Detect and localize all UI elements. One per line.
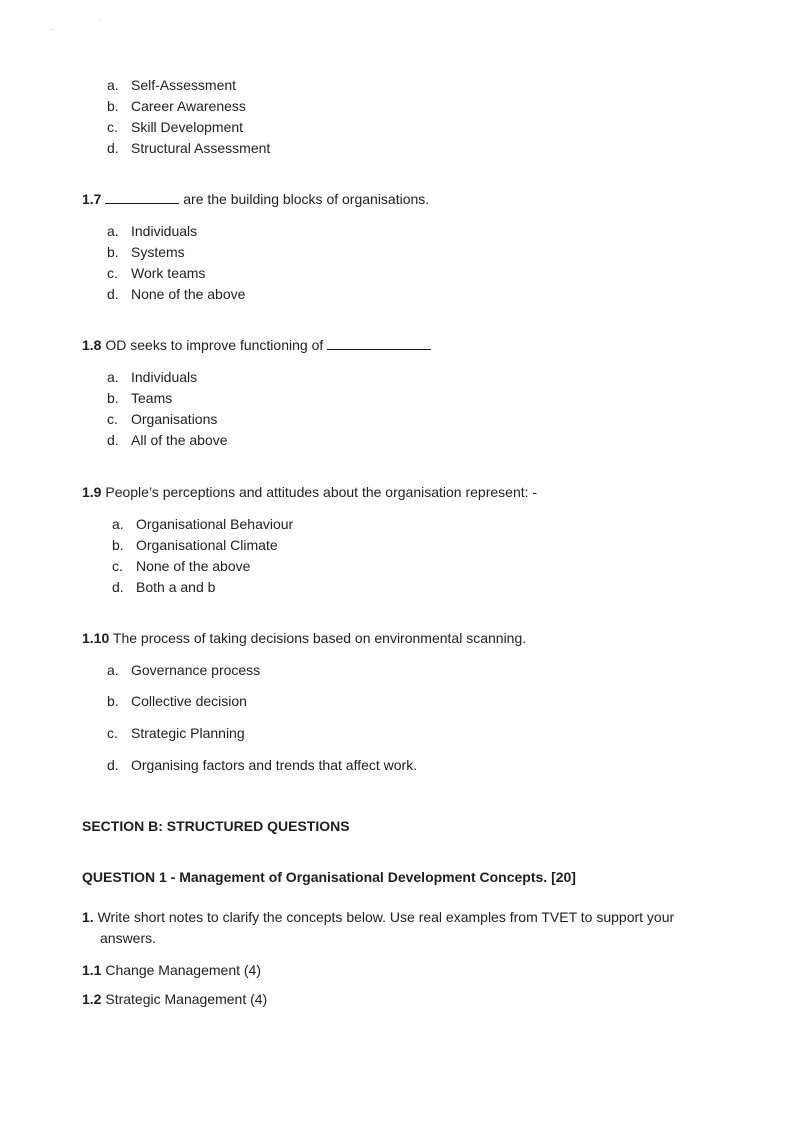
item-text-continued: answers. [100,930,157,946]
option-text: Strategic Planning [131,725,245,741]
option-text: Career Awareness [131,98,246,114]
option-text: Work teams [131,265,206,281]
option-item [107,432,228,449]
option-letter: b. [107,390,119,406]
option-text: Self-Assessment [131,77,237,93]
option-item [107,725,245,742]
item-text: Write short notes to clarify the concepts below. Use real examples from TVET to support your [97,909,675,925]
option-letter: d. [107,286,119,302]
option-item [107,77,236,94]
option-text: Teams [131,390,173,406]
option-letter: c. [112,558,123,574]
question-text: People’s perceptions and attitudes about the organisation represent: - [105,484,538,500]
option-letter: b. [107,693,119,709]
option-letter: c. [107,411,118,427]
option-text: Organisations [131,411,218,427]
option-text: Governance process [131,662,261,678]
option-item [107,119,243,136]
option-letter: c. [107,119,118,135]
option-text: Structural Assessment [131,140,271,156]
option-item [107,98,246,115]
option-text: Both a and b [136,579,216,595]
question-text: OD seeks to improve functioning of [105,337,324,353]
option-item [112,558,250,575]
option-text: Organisational Climate [136,537,278,553]
question-1-10 [82,630,526,647]
section-heading: SECTION B: STRUCTURED QUESTIONS [82,818,350,834]
option-text: All of the above [131,432,228,448]
structured-item-1 [82,909,674,926]
option-item [107,286,245,303]
option-letter: b. [107,98,119,114]
option-letter: a. [112,516,124,532]
option-item [112,579,215,596]
option-letter: d. [107,757,119,773]
option-letter: d. [112,579,124,595]
option-item [107,757,417,774]
option-letter: b. [107,244,119,260]
question-number: 1.7 [82,191,102,207]
sub-question-number: 1.2 [82,991,102,1007]
option-text: None of the above [131,286,246,302]
option-item [107,223,197,240]
option-letter: a. [107,77,119,93]
question-number: 1.9 [82,484,102,500]
option-text: Collective decision [131,693,247,709]
option-text: Systems [131,244,185,260]
option-letter: b. [112,537,124,553]
scan-speck: ' [99,17,101,27]
option-letter: a. [107,223,119,239]
sub-question-text: Strategic Management (4) [105,991,268,1007]
option-text: Skill Development [131,119,244,135]
option-letter: d. [107,432,119,448]
question-text: The process of taking decisions based on environmental scanning. [112,630,527,646]
answer-blank [327,337,431,350]
option-letter: a. [107,369,119,385]
option-item [107,244,185,261]
question-heading: QUESTION 1 - Management of Organisational Development Concepts. [20] [82,869,576,885]
option-text: None of the above [136,558,251,574]
option-item [112,537,278,554]
question-1-8 [82,337,431,354]
option-item [107,140,270,157]
option-letter: c. [107,265,118,281]
question-text: are the building blocks of organisations. [183,191,430,207]
option-text: Organisational Behaviour [136,516,294,532]
question-number: 1.8 [82,337,102,353]
option-letter: d. [107,140,119,156]
scan-speck: .. [50,22,56,32]
question-1-7 [82,191,429,208]
sub-question-number: 1.1 [82,962,102,978]
option-item [107,662,260,679]
question-number: 1.10 [82,630,110,646]
option-item [107,411,217,428]
option-text: Individuals [131,223,198,239]
sub-question-1-2 [82,991,267,1008]
option-text: Individuals [131,369,198,385]
sub-question-1-1 [82,962,261,979]
sub-question-text: Change Management (4) [105,962,262,978]
answer-blank [105,191,179,204]
option-item [107,265,205,282]
option-item [107,693,247,710]
option-text: Organising factors and trends that affect work. [131,757,418,773]
option-item [107,390,172,407]
item-number: 1. [82,909,94,925]
option-letter: c. [107,725,118,741]
option-item [107,369,197,386]
option-letter: a. [107,662,119,678]
question-1-9 [82,484,537,501]
option-item [112,516,293,533]
